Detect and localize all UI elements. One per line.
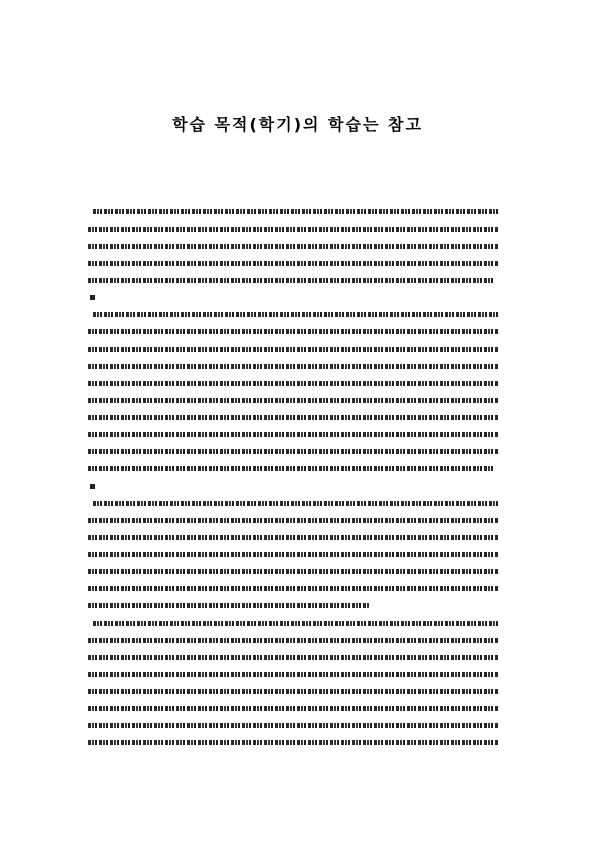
text-line — [88, 466, 493, 471]
text-line — [88, 261, 499, 266]
text-line — [88, 535, 499, 540]
text-line — [88, 449, 499, 454]
text-line — [88, 347, 499, 352]
text-line — [88, 723, 499, 728]
text-line — [88, 518, 499, 523]
text-line — [88, 381, 499, 386]
text-line — [88, 689, 499, 694]
page-title: 학습 목적(학기)의 학습는 참고 — [172, 115, 423, 134]
text-line — [88, 364, 499, 369]
text-line — [93, 312, 499, 317]
text-line — [88, 398, 499, 403]
text-line — [88, 740, 499, 745]
text-line — [88, 278, 493, 283]
text-line — [88, 329, 499, 334]
paragraph-mark — [90, 295, 95, 300]
text-line — [88, 244, 499, 249]
text-line — [88, 655, 499, 660]
text-line — [88, 603, 370, 608]
text-line — [88, 432, 499, 437]
text-line — [88, 706, 499, 711]
text-line — [93, 501, 499, 506]
text-line — [88, 569, 499, 574]
text-line — [88, 415, 499, 420]
text-line — [88, 672, 499, 677]
text-line — [88, 227, 499, 232]
text-line — [93, 209, 499, 214]
text-line — [88, 552, 499, 557]
text-line — [88, 586, 499, 591]
text-line — [88, 638, 499, 643]
text-line — [93, 621, 499, 626]
paragraph-mark — [90, 484, 95, 489]
